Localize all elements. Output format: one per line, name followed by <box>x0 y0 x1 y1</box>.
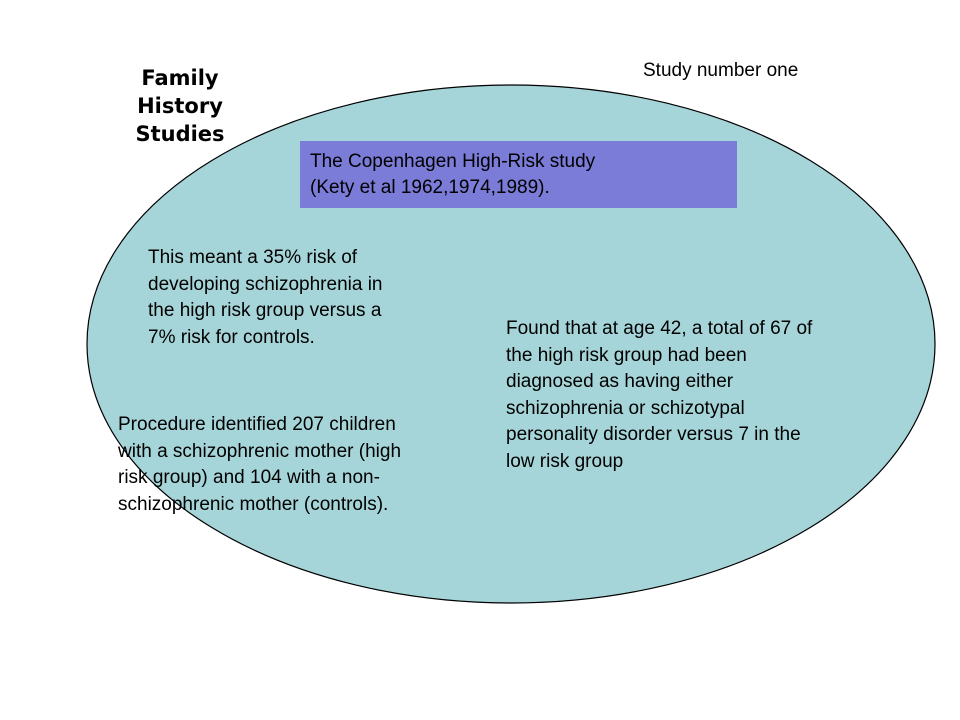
procedure-text: Procedure identified 207 children with a schizophrenic mother (high risk group) and 104 with a non- schizophrenic mother (controls). <box>118 414 402 515</box>
finding-text: Found that at age 42, a total of 67 of the high risk group had been diagnosed as having either schizophrenia or schizotypal personality disorder versus 7 in the low risk group <box>506 318 813 472</box>
section-title: Family History Studies <box>135 66 225 146</box>
study-number-label: Study number one <box>643 60 799 81</box>
risk-text: This meant a 35% risk of developing schizophrenia in the high risk group versus a 7% risk for controls. <box>148 247 383 348</box>
study-title-box: The Copenhagen High-Risk study (Kety et al 1962,1974,1989). <box>300 141 737 208</box>
